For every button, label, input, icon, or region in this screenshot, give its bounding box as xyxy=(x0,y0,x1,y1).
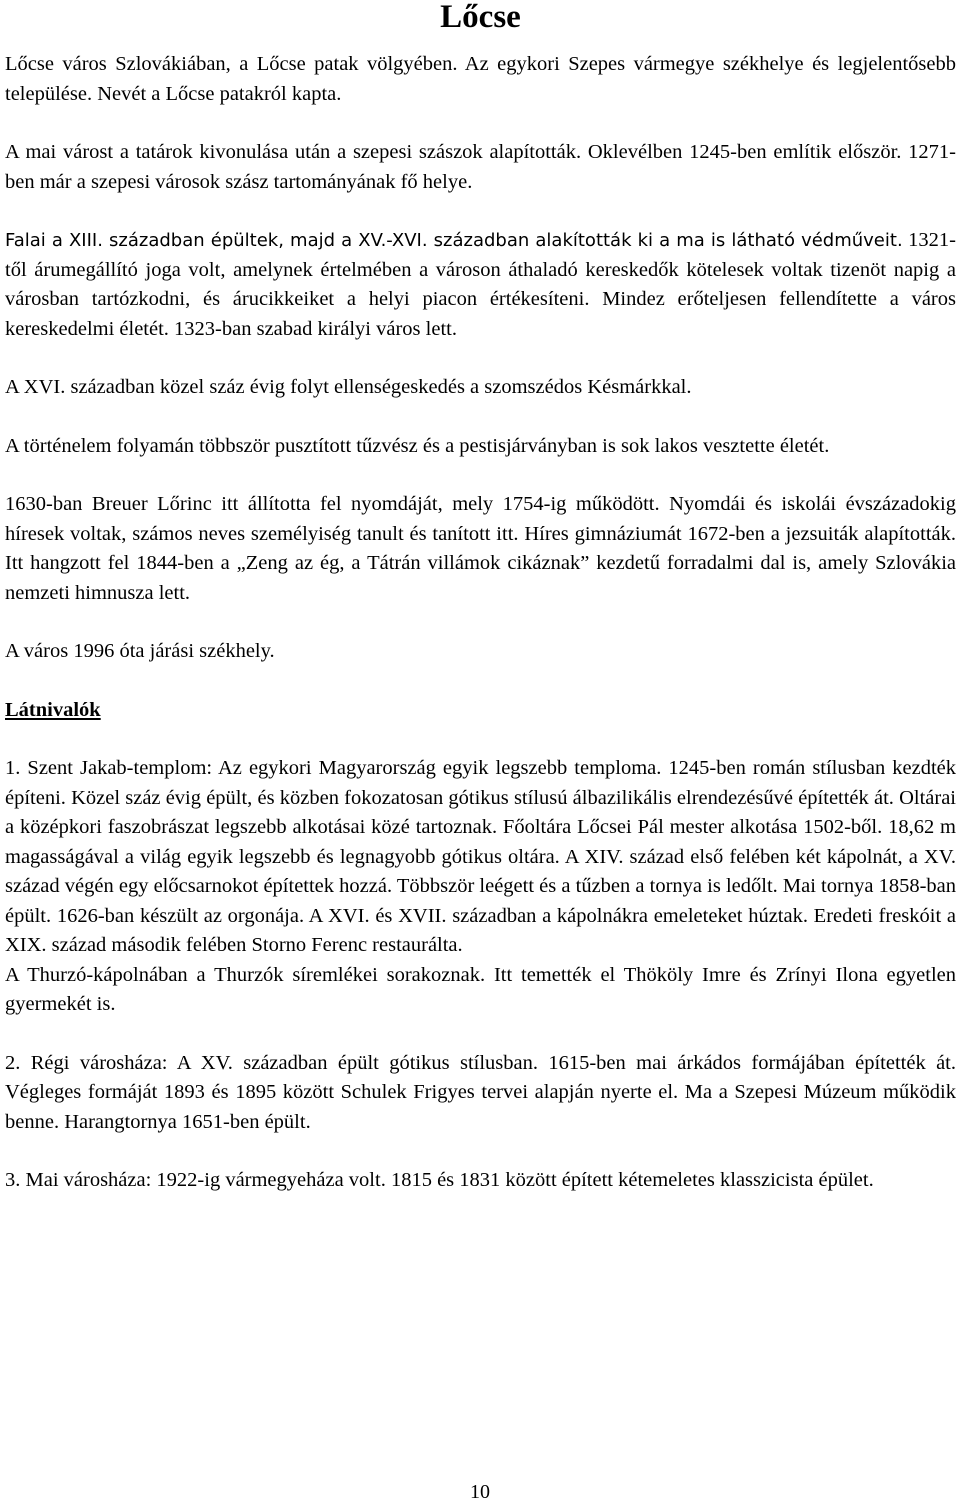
page-number: 10 xyxy=(470,1481,490,1503)
walls-sentence: Falai a XIII. században épültek, majd a XV.-XVI. században alakították ki a ma is látható védműveit. xyxy=(5,230,903,251)
walls-paragraph xyxy=(5,226,956,344)
district-paragraph: A város 1996 óta járási székhely. xyxy=(5,640,275,662)
sight-item-2: 2. Régi városháza: A XV. században épült gótikus stílusban. 1615-ben mai árkádos formájában építették át. Végleges formáját 1893 és 1895 között Schulek Frigyes tervei alapján nyerte el. Ma a Szepesi Múzeum működik benne. Harangtornya 1651-ben épült. xyxy=(5,1051,956,1133)
document-page xyxy=(5,0,956,1196)
page-title: Lőcse xyxy=(440,0,521,35)
sight-item-1: 1. Szent Jakab-templom: Az egykori Magyarország egyik legszebb temploma. 1245-ben román stílusban kezdték építeni. Közel száz évig épült, és közben fokozatosan gótikus stílusú álbazilikális elrendezésűvé építették át. Oltárai a középkori faszobrászat legszebb alkotásai közé tartoznak. Főoltára Lőcsei Pál mester alkotása 1502-ből. 18,62 m magasságával a világ egyik legszebb és legnagyobb gótikus oltára. A XIV. század első felében két kápolnát, a XV. század végén egy előcsarnokot építettek hozzá. Többször leégett és a tűzben a tornya is ledőlt. Mai tornya 1858-ban épült. 1626-ban készült az orgonája. A XVI. és XVII. században a kápolnákra emeleteket húztak. Eredeti freskóit a XIX. század második felében Storno Ferenc restaurálta. xyxy=(5,757,956,956)
sights-heading: Látnivalók xyxy=(5,698,101,721)
plague-paragraph: A történelem folyamán többször pusztított tűzvész és a pestisjárványban is sok lakos vesztette életét. xyxy=(5,434,830,457)
sight-item-1-thurzo: A Thurzó-kápolnában a Thurzók síremlékei sorakoznak. Itt temették el Thököly Imre és Zrínyi Ilona egyetlen gyermekét is. xyxy=(5,963,956,1015)
founding-paragraph: A mai várost a tatárok kivonulása után a szepesi szászok alapították. Oklevélben 1245-ben említik először. 1271-ben már a szepesi városok szász tartományának fő helye. xyxy=(5,141,956,193)
sight-item-3: 3. Mai városháza: 1922-ig vármegyeháza volt. 1815 és 1831 között épített kétemeletes klasszicista épület. xyxy=(5,1169,874,1191)
staple-right-text: 1321-től árumegállító joga volt, amelynek értelmében a városon áthaladó kereskedők kötelesek voltak tizenöt napig a városban tartózkodni, és árucikkeiket a helyi piacon értékesíteni. Mindez erőteljesen fellendítette a város kereskedelmi életét. 1323-ban szabad királyi város lett. xyxy=(5,229,956,340)
kesmark-paragraph: A XVI. században közel száz évig folyt ellenségeskedés a szomszédos Késmárkkal. xyxy=(5,376,692,398)
printing-paragraph: 1630-ban Breuer Lőrinc itt állította fel nyomdáját, mely 1754-ig működött. Nyomdái és iskolái évszázadokig híresek voltak, számos neves személyiség tanult és tanított itt. Híres gimnáziumát 1672-ben a jezsuiták alapították. Itt hangzott fel 1844-ben a „Zeng az ég, a Tátrán villámok cikáznak” kezdetű forradalmi dal is, amely Szlovákia nemzeti himnusza lett. xyxy=(5,493,956,604)
intro-paragraph: Lőcse város Szlovákiában, a Lőcse patak völgyében. Az egykori Szepes vármegye székhelye és legjelentősebb települése. Nevét a Lőcse patakról kapta. xyxy=(5,53,956,105)
